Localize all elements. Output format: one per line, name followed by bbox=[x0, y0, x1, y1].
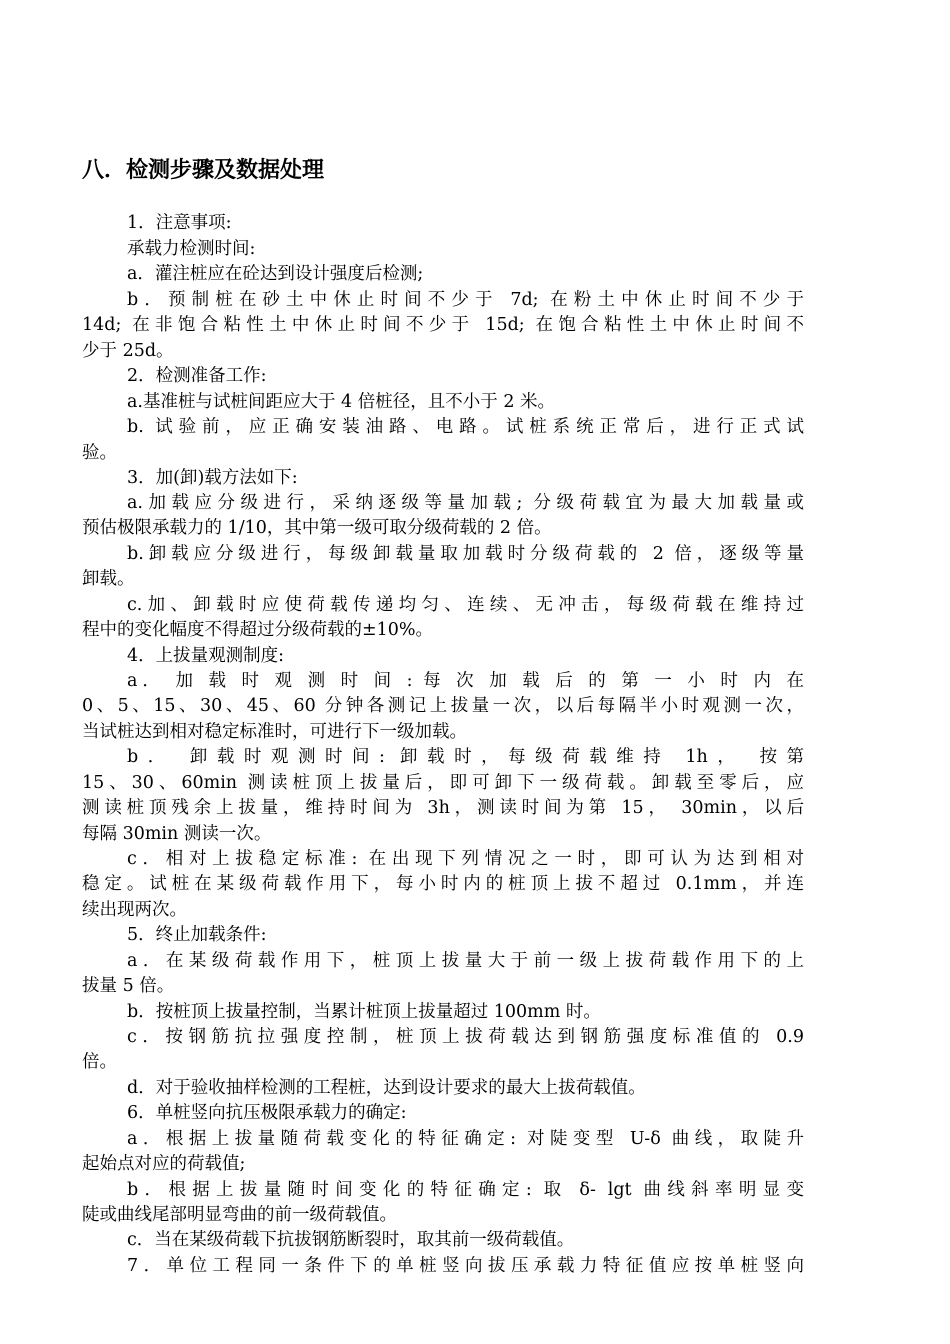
list-item: c.加、卸载时应使荷载传递均匀、连续、无冲击，每级荷载在维持过 bbox=[127, 595, 804, 615]
list-item: a.加载应分级进行，采纳逐级等量加载; 分级荷载宜为最大加载量或 bbox=[127, 493, 804, 513]
list-item: a． 加 载 时 观 测 时 间 : 每 次 加 载 后 的 第 一 小 时 内 在 bbox=[127, 671, 804, 691]
list-item: 2．检测准备工作: bbox=[127, 366, 267, 386]
list-item: 倍。 bbox=[82, 1052, 117, 1072]
list-item: 0、5、15、30、45、60 分钟各测记上拔量一次，以后每隔半小时观测一次， bbox=[82, 696, 804, 716]
list-item: b． 卸载时观测时间: 卸载时，每级荷载维持 1h， 按第 bbox=[127, 747, 804, 767]
list-item: 承载力检测时间: bbox=[127, 239, 256, 259]
list-item: 当试桩达到相对稳定标准时，可进行下一级加载。 bbox=[82, 722, 467, 742]
list-item: c．相对上拔稳定标准: 在出现下列情况之一时，即可认为达到相对 bbox=[127, 849, 804, 869]
list-item: b．预制桩在砂土中休止时间不少于 7d; 在粉土中休止时间不少于 bbox=[127, 290, 804, 310]
list-item: b．根据上拔量随时间变化的特征确定: 取 δ- lgt 曲线斜率明显变 bbox=[127, 1180, 804, 1200]
list-item: b.卸载应分级进行，每级卸载量取加载时分级荷载的 2 倍，逐级等量 bbox=[127, 544, 804, 564]
list-item: 续出现两次。 bbox=[82, 900, 187, 920]
list-item: 程中的变化幅度不得超过分级荷载的±10%。 bbox=[82, 620, 434, 640]
section-heading: 八．检测步骤及数据处理 bbox=[82, 158, 325, 183]
list-item: 15、30、60min 测读桩顶上拔量后，即可卸下一级荷载。卸载至零后，应 bbox=[82, 773, 804, 793]
list-item: 拔量 5 倍。 bbox=[82, 976, 175, 996]
list-item: a．灌注桩应在砼达到设计强度后检测; bbox=[127, 264, 424, 284]
list-item: 3．加(卸)载方法如下: bbox=[127, 468, 298, 488]
list-item: c．当在某级荷载下抗拔钢筋断裂时，取其前一级荷载值。 bbox=[127, 1230, 575, 1250]
list-item: 少于 25d。 bbox=[82, 341, 174, 361]
list-item: 4．上拔量观测制度: bbox=[127, 646, 285, 666]
list-item: b. 试验前，应正确安装油路、电路。试桩系统正常后，进行正式试 bbox=[127, 417, 804, 437]
list-item: 起始点对应的荷载值; bbox=[82, 1154, 246, 1174]
list-item: 测读桩顶残余上拔量，维持时间为 3h，测读时间为第 15， 30min，以后 bbox=[82, 798, 804, 818]
list-item: a．根据上拔量随荷载变化的特征确定: 对陡变型 U-δ 曲线，取陡升 bbox=[127, 1129, 804, 1149]
list-item: 每隔 30min 测读一次。 bbox=[82, 824, 272, 844]
list-item: b．按桩顶上拔量控制，当累计桩顶上拔量超过 100mm 时。 bbox=[127, 1002, 601, 1022]
list-item: 卸载。 bbox=[82, 569, 135, 589]
list-item: 预估极限承载力的 1/10，其中第一级可取分级荷载的 2 倍。 bbox=[82, 518, 552, 538]
list-item: 5．终止加载条件: bbox=[127, 925, 267, 945]
list-item: 陡或曲线尾部明显弯曲的前一级荷载值。 bbox=[82, 1205, 397, 1225]
list-item: 6．单桩竖向抗压极限承载力的确定: bbox=[127, 1103, 407, 1123]
list-item: c．按钢筋抗拉强度控制，桩顶上拔荷载达到钢筋强度标准值的 0.9 bbox=[127, 1027, 804, 1047]
list-item: a．在某级荷载作用下，桩顶上拔量大于前一级上拔荷载作用下的上 bbox=[127, 951, 804, 971]
list-item: 14d; 在非饱合粘性土中休止时间不少于 15d; 在饱合粘性土中休止时间不 bbox=[82, 315, 804, 335]
list-item: 稳定。试桩在某级荷载作用下，每小时内的桩顶上拔不超过 0.1mm，并连 bbox=[82, 874, 804, 894]
list-item: 7．单位工程同一条件下的单桩竖向拔压承载力特征值应按单桩竖向 bbox=[127, 1256, 804, 1276]
list-item: 验。 bbox=[82, 443, 117, 463]
list-item: a.基准桩与试桩间距应大于 4 倍桩径，且不小于 2 米。 bbox=[127, 392, 556, 412]
list-item: d．对于验收抽样检测的工程桩，达到设计要求的最大上拔荷载值。 bbox=[127, 1078, 646, 1098]
list-item: 1．注意事项: bbox=[127, 213, 232, 233]
